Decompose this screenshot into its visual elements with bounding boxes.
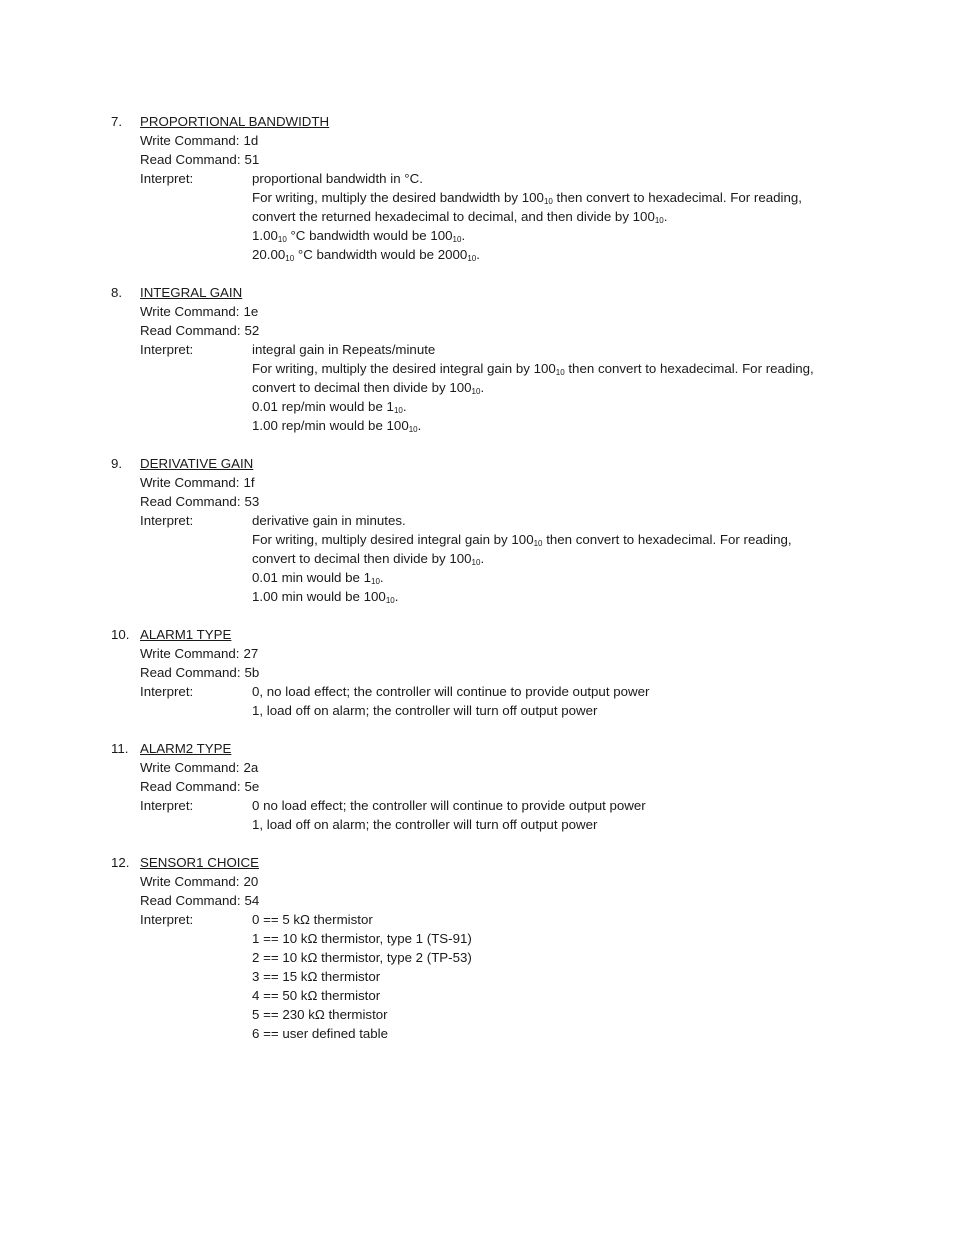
interpret-row bbox=[0, 416, 954, 435]
subscript-base: 10 bbox=[371, 577, 380, 586]
subscript-base: 10 bbox=[555, 368, 565, 377]
write-command-value: 1d bbox=[243, 133, 259, 148]
write-command-row bbox=[0, 758, 954, 777]
interpret-text bbox=[252, 416, 421, 435]
interpret-row bbox=[0, 397, 954, 416]
interpret-text bbox=[252, 967, 380, 986]
interpret-fragment: °C bandwidth would be 2000 bbox=[294, 247, 468, 262]
interpret-text bbox=[252, 948, 472, 967]
interpret-text bbox=[252, 549, 484, 568]
interpret-row bbox=[0, 967, 954, 986]
interpret-text bbox=[252, 378, 484, 397]
interpret-fragment: 0, no load effect; the controller will continue to provide output power bbox=[252, 684, 650, 699]
write-command-label: Write Command: bbox=[140, 646, 240, 661]
interpret-label: Interpret: bbox=[140, 513, 194, 528]
interpret-fragment: convert the returned hexadecimal to decimal, and then divide by 100 bbox=[252, 209, 655, 224]
write-command-row bbox=[0, 872, 954, 891]
interpret-fragment: For writing, multiply desired integral gain by 100 bbox=[252, 532, 534, 547]
interpret-fragment: 1.00 rep/min would be 100 bbox=[252, 418, 409, 433]
section-heading bbox=[0, 625, 954, 644]
interpret-fragment: convert to decimal then divide by 100 bbox=[252, 551, 472, 566]
section-title: ALARM1 TYPE bbox=[140, 627, 232, 642]
command-section bbox=[0, 625, 954, 720]
interpret-fragment: °C bandwidth would be 100 bbox=[286, 228, 453, 243]
read-command bbox=[140, 891, 259, 910]
interpret-text bbox=[252, 910, 373, 929]
interpret-fragment: 0 no load effect; the controller will continue to provide output power bbox=[252, 798, 646, 813]
interpret-text bbox=[252, 397, 407, 416]
section-title: SENSOR1 CHOICE bbox=[140, 855, 259, 870]
read-command-value: 5e bbox=[244, 779, 260, 794]
interpret-text bbox=[252, 682, 649, 701]
read-command-value: 53 bbox=[244, 494, 260, 509]
section-title: ALARM2 TYPE bbox=[140, 741, 232, 756]
interpret-text bbox=[252, 530, 792, 549]
interpret-fragment: 6 == user defined table bbox=[252, 1026, 389, 1041]
write-command-label: Write Command: bbox=[140, 133, 240, 148]
interpret-row bbox=[0, 929, 954, 948]
interpret-fragment: 1.00 bbox=[252, 228, 278, 243]
read-command-label: Read Command: bbox=[140, 893, 241, 908]
interpret-row bbox=[0, 796, 954, 815]
interpret-fragment: 0 == 5 kΩ thermistor bbox=[252, 912, 373, 927]
interpret-label: Interpret: bbox=[140, 912, 194, 927]
interpret-row bbox=[0, 169, 954, 188]
interpret-fragment: proportional bandwidth in °C. bbox=[252, 171, 423, 186]
interpret-fragment: derivative gain in minutes. bbox=[252, 513, 406, 528]
interpret-text bbox=[252, 1005, 388, 1024]
interpret-label: Interpret: bbox=[140, 342, 194, 357]
read-command-value: 5b bbox=[244, 665, 260, 680]
write-command bbox=[140, 131, 258, 150]
read-command-label: Read Command: bbox=[140, 323, 241, 338]
interpret-row bbox=[0, 359, 954, 378]
interpret-label: Interpret: bbox=[140, 798, 194, 813]
interpret-text bbox=[252, 587, 398, 606]
interpret-label: Interpret: bbox=[140, 684, 194, 699]
interpret-text bbox=[252, 701, 597, 720]
read-command-row bbox=[0, 891, 954, 910]
interpret-fragment: 20.00 bbox=[252, 247, 286, 262]
interpret-text bbox=[252, 815, 597, 834]
interpret-row bbox=[0, 1024, 954, 1043]
interpret-row bbox=[0, 549, 954, 568]
interpret-fragment: 0.01 rep/min would be 1 bbox=[252, 399, 394, 414]
command-section bbox=[0, 739, 954, 834]
interpret-fragment: . bbox=[476, 247, 480, 262]
interpret-fragment: 2 == 10 kΩ thermistor, type 2 (TP-53) bbox=[252, 950, 472, 965]
write-command bbox=[140, 758, 258, 777]
subscript-base: 10 bbox=[467, 254, 477, 263]
interpret-row bbox=[0, 340, 954, 359]
interpret-row bbox=[0, 188, 954, 207]
read-command bbox=[140, 150, 259, 169]
interpret-row bbox=[0, 207, 954, 226]
interpret-text bbox=[252, 340, 435, 359]
read-command bbox=[140, 777, 259, 796]
section-heading bbox=[0, 853, 954, 872]
read-command-label: Read Command: bbox=[140, 152, 241, 167]
write-command-label: Write Command: bbox=[140, 475, 240, 490]
read-command bbox=[140, 492, 259, 511]
interpret-fragment: 1, load off on alarm; the controller will turn off output power bbox=[252, 817, 598, 832]
interpret-fragment: 5 == 230 kΩ thermistor bbox=[252, 1007, 388, 1022]
interpret-text bbox=[252, 796, 646, 815]
write-command-label: Write Command: bbox=[140, 760, 240, 775]
subscript-base: 10 bbox=[393, 406, 403, 415]
interpret-fragment: 1.00 min would be 100 bbox=[252, 589, 386, 604]
interpret-text bbox=[252, 986, 380, 1005]
interpret-row bbox=[0, 815, 954, 834]
interpret-fragment: then convert to hexadecimal. For reading, bbox=[564, 361, 814, 376]
subscript-base: 10 bbox=[533, 539, 543, 548]
read-command-row bbox=[0, 492, 954, 511]
write-command bbox=[140, 644, 258, 663]
read-command-value: 51 bbox=[244, 152, 260, 167]
write-command bbox=[140, 473, 255, 492]
interpret-text bbox=[252, 511, 406, 530]
read-command-row bbox=[0, 321, 954, 340]
interpret-text bbox=[252, 226, 465, 245]
interpret-row bbox=[0, 701, 954, 720]
interpret-row bbox=[0, 378, 954, 397]
command-section bbox=[0, 853, 954, 1043]
interpret-fragment: 1, load off on alarm; the controller will turn off output power bbox=[252, 703, 598, 718]
read-command-value: 54 bbox=[244, 893, 260, 908]
subscript-base: 10 bbox=[543, 197, 553, 206]
subscript-base: 10 bbox=[452, 235, 462, 244]
interpret-fragment: . bbox=[379, 570, 384, 585]
section-heading bbox=[0, 283, 954, 302]
write-command bbox=[140, 872, 258, 891]
interpret-row bbox=[0, 1005, 954, 1024]
interpret-fragment: . bbox=[480, 380, 485, 395]
interpret-fragment: . bbox=[480, 551, 485, 566]
read-command-label: Read Command: bbox=[140, 494, 241, 509]
interpret-row bbox=[0, 568, 954, 587]
write-command-row bbox=[0, 473, 954, 492]
write-command-label: Write Command: bbox=[140, 874, 240, 889]
interpret-text bbox=[252, 568, 384, 587]
interpret-fragment: 3 == 15 kΩ thermistor bbox=[252, 969, 381, 984]
interpret-row bbox=[0, 682, 954, 701]
interpret-label: Interpret: bbox=[140, 171, 194, 186]
interpret-row bbox=[0, 226, 954, 245]
read-command bbox=[140, 663, 259, 682]
write-command-row bbox=[0, 131, 954, 150]
interpret-text bbox=[252, 245, 480, 264]
interpret-fragment: convert to decimal then divide by 100 bbox=[252, 380, 472, 395]
interpret-row bbox=[0, 530, 954, 549]
section-title: DERIVATIVE GAIN bbox=[140, 456, 254, 471]
section-number: 12. bbox=[111, 855, 130, 870]
section-title: PROPORTIONAL BANDWIDTH bbox=[140, 114, 330, 129]
read-command-row bbox=[0, 663, 954, 682]
write-command-row bbox=[0, 302, 954, 321]
interpret-fragment: 1 == 10 kΩ thermistor, type 1 (TS-91) bbox=[252, 931, 472, 946]
interpret-fragment: . bbox=[394, 589, 399, 604]
write-command-row bbox=[0, 644, 954, 663]
write-command-value: 27 bbox=[243, 646, 259, 661]
read-command-value: 52 bbox=[244, 323, 260, 338]
section-number: 9. bbox=[111, 456, 123, 471]
interpret-row bbox=[0, 948, 954, 967]
interpret-row bbox=[0, 986, 954, 1005]
subscript-base: 10 bbox=[385, 596, 395, 605]
subscript-base: 10 bbox=[285, 254, 295, 263]
interpret-fragment: . bbox=[402, 399, 407, 414]
write-command-value: 20 bbox=[243, 874, 259, 889]
interpret-fragment: 4 == 50 kΩ thermistor bbox=[252, 988, 381, 1003]
section-heading bbox=[0, 112, 954, 131]
interpret-fragment: . bbox=[461, 228, 466, 243]
section-number: 8. bbox=[111, 285, 123, 300]
interpret-text bbox=[252, 188, 802, 207]
read-command-row bbox=[0, 777, 954, 796]
interpret-text bbox=[252, 929, 472, 948]
section-title: INTEGRAL GAIN bbox=[140, 285, 243, 300]
section-number: 11. bbox=[111, 741, 129, 756]
subscript-base: 10 bbox=[471, 558, 481, 567]
interpret-text bbox=[252, 359, 814, 378]
write-command-value: 1e bbox=[243, 304, 259, 319]
document-body bbox=[0, 112, 954, 1062]
write-command-label: Write Command: bbox=[140, 304, 240, 319]
section-number: 10. bbox=[111, 627, 130, 642]
interpret-fragment: . bbox=[663, 209, 668, 224]
write-command-value: 2a bbox=[243, 760, 259, 775]
interpret-row bbox=[0, 245, 954, 264]
command-section bbox=[0, 112, 954, 264]
read-command bbox=[140, 321, 259, 340]
interpret-fragment: For writing, multiply the desired integral gain by 100 bbox=[252, 361, 556, 376]
interpret-fragment: integral gain in Repeats/minute bbox=[252, 342, 436, 357]
interpret-fragment: For writing, multiply the desired bandwidth by 100 bbox=[252, 190, 544, 205]
read-command-row bbox=[0, 150, 954, 169]
section-heading bbox=[0, 739, 954, 758]
subscript-base: 10 bbox=[277, 235, 287, 244]
read-command-label: Read Command: bbox=[140, 665, 241, 680]
interpret-row bbox=[0, 511, 954, 530]
interpret-fragment: then convert to hexadecimal. For reading, bbox=[552, 190, 802, 205]
interpret-text bbox=[252, 207, 667, 226]
interpret-text bbox=[252, 169, 423, 188]
interpret-fragment: 0.01 min would be 1 bbox=[252, 570, 372, 585]
write-command bbox=[140, 302, 258, 321]
subscript-base: 10 bbox=[654, 216, 664, 225]
command-section bbox=[0, 283, 954, 435]
interpret-row bbox=[0, 587, 954, 606]
write-command-value: 1f bbox=[243, 475, 255, 490]
section-number: 7. bbox=[111, 114, 123, 129]
read-command-label: Read Command: bbox=[140, 779, 241, 794]
interpret-fragment: then convert to hexadecimal. For reading, bbox=[542, 532, 792, 547]
interpret-text bbox=[252, 1024, 388, 1043]
interpret-fragment: . bbox=[417, 418, 422, 433]
subscript-base: 10 bbox=[408, 425, 418, 434]
section-heading bbox=[0, 454, 954, 473]
interpret-row bbox=[0, 910, 954, 929]
subscript-base: 10 bbox=[471, 387, 481, 396]
command-section bbox=[0, 454, 954, 606]
